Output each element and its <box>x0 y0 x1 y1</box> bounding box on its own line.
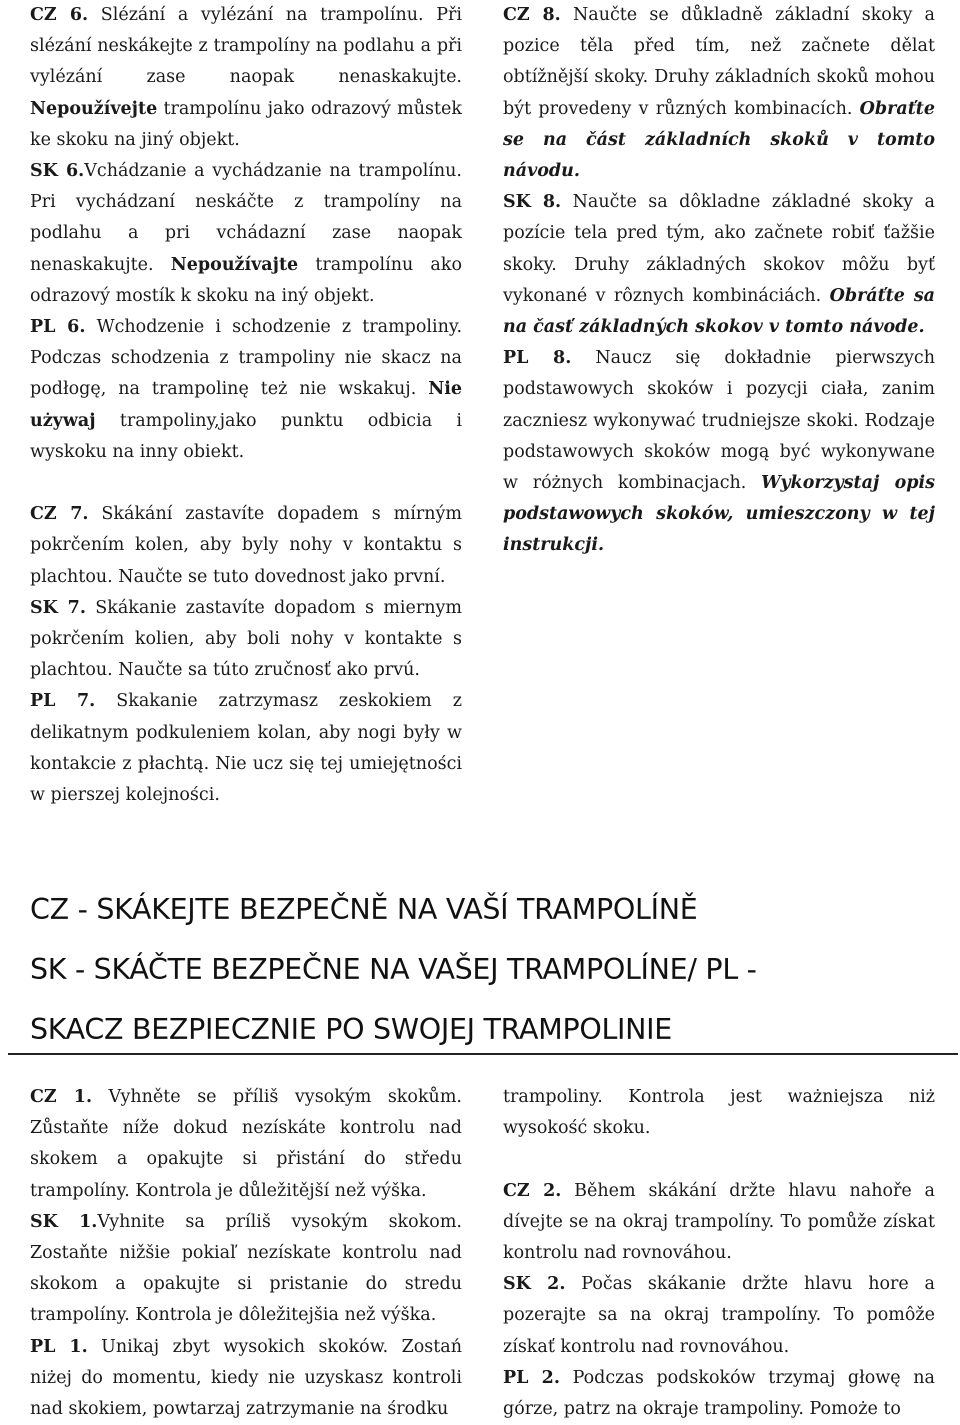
heading-divider <box>8 1053 958 1055</box>
bottom-left-column <box>30 1082 462 1425</box>
pl1-paragraph: PL 1. Unikaj zbyt wysokich skoków. Zostań niżej do momentu, kiedy nie uzyskasz kontroli nad skokiem, powtarzaj zatrzymanie na środku <box>30 1336 463 1420</box>
bottom-right-column <box>503 1082 935 1425</box>
cz6-paragraph: CZ 6. Slézání a vylézání na trampolínu. Při slézání neskákejte z trampolíny na podlahu a při vylézání zase naopak nenaskakujte. Nepoužívejte trampolínu jako odrazový můstek ke skoku na jiný objekt. <box>30 5 462 150</box>
sk8-paragraph: SK 8. Naučte sa dôkladne základné skoky a pozície tela pred tým, ako začnete robiť ťažšie skoky. Druhy základných skokov môžu byť vykonané v rôznych kombináciách. Obráťte sa na časť základných skokov v tomto návode. <box>503 192 936 338</box>
sk7-paragraph: SK 7. Skákanie zastavíte dopadom s miernym pokrčením kolien, aby boli nohy v kontakte s plachtou. Naučte sa túto zručnosť ako prvú. <box>30 597 462 681</box>
section-heading <box>30 880 950 1060</box>
pl8-paragraph: PL 8. Naucz się dokładnie pierwszych podstawowych skoków i pozycji ciała, zanim zaczniesz wykonywać trudniejsze skoki. Rodzaje podstawowych skoków mogą być wykonywane w różnych kombinacjach. Wykorzystaj opis podstawowych skoków, umieszczony w tej instrukcji. <box>503 348 935 556</box>
cz2-paragraph: CZ 2. Během skákání držte hlavu nahoře a dívejte se na okraj trampolíny. To pomůže získat kontrolu nad rovnováhou. <box>503 1180 935 1263</box>
sk1-paragraph: SK 1.Vyhnite sa príliš vysokým skokom. Zostaňte nižšie pokiaľ nezískate kontrolu nad skokom a opakujte si pristanie do stredu trampolíny. Kontrola je dôležitejšia než výška. <box>30 1211 462 1326</box>
heading-line-cz: CZ - SKÁKEJTE BEZPEČNĚ NA VAŠÍ TRAMPOLÍNĚ <box>30 893 698 926</box>
cz1-paragraph: CZ 1. Vyhněte se příliš vysokým skokům. Zůstaňte níže dokud nezískáte kontrolu nad skokem a opakujte si přistání do středu trampolíny. Kontrola je důležitější než výška. <box>30 1087 462 1201</box>
paragraph-gap <box>30 468 462 499</box>
sk2-paragraph: SK 2. Počas skákanie držte hlavu hore a pozerajte sa na okraj trampolíny. To pomôže získať kontrolu nad rovnováhou. <box>503 1274 935 1357</box>
pl7-paragraph: PL 7. Skakanie zatrzymasz zeskokiem z delikatnym podkuleniem kolan, aby nogi były w kontakcie z płachtą. Nie ucz się tej umiejętności w pierszej kolejności. <box>30 691 462 806</box>
heading-line-sk: SK - SKÁČTE BEZPEČNE NA VAŠEJ TRAMPOLÍNE/ PL - <box>30 953 757 986</box>
cz7-paragraph: CZ 7. Skákání zastavíte dopadem s mírným pokrčením kolen, aby byly nohy v kontaktu s plachtou. Naučte se tuto dovednost jako první. <box>30 504 462 587</box>
cz8-paragraph: CZ 8. Naučte se důkladně základní skoky a pozice těla před tím, než začnete dělat obtížnější skoky. Druhy základních skoků mohou být provedeny v různých kombinacích. Obraťte se na část základních skoků v tomto návodu. <box>503 5 935 182</box>
top-right-column <box>503 0 935 562</box>
sk6-paragraph: SK 6.Vchádzanie a vychádzanie na trampolínu. Pri vychádzaní neskáčte z trampolíny na podlahu a pri vchádazní zase naopak nenaskakujte. Nepoužívajte trampolínu ako odrazový mostík k skoku na iný objekt. <box>30 161 462 306</box>
paragraph-gap <box>503 1144 935 1175</box>
pl6-paragraph: PL 6. Wchodzenie i schodzenie z trampoliny. Podczas schodzenia z trampoliny nie skacz na podłogę, na trampolinę też nie wskakuj. Nie używaj trampoliny,jako punktu odbicia i wyskoku na inny obiekt. <box>30 317 463 462</box>
heading-line-pl: SKACZ BEZPIECZNIE PO SWOJEJ TRAMPOLINIE <box>30 1013 672 1046</box>
top-left-column <box>30 0 462 811</box>
pl1-continuation: trampoliny. Kontrola jest ważniejsza niż wysokość skoku. <box>503 1087 935 1139</box>
pl2-paragraph: PL 2. Podczas podskoków trzymaj głowę na górze, patrz na okraje trampoliny. Pomoże to <box>503 1367 935 1420</box>
